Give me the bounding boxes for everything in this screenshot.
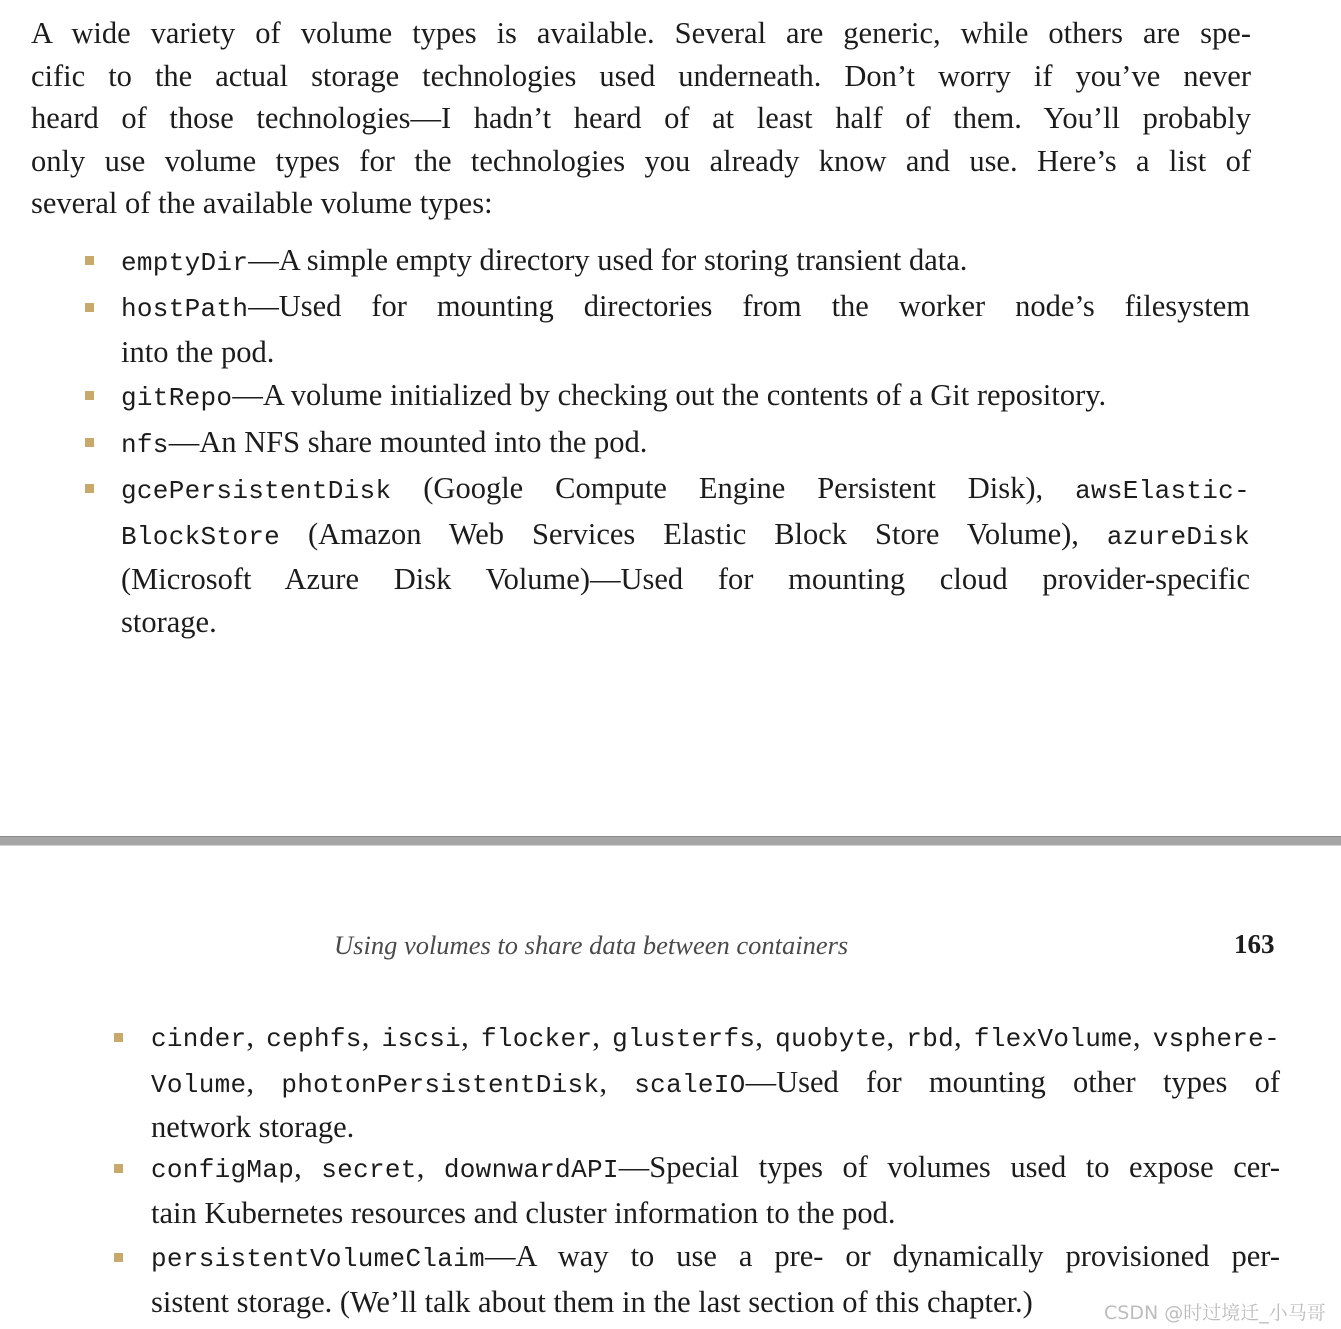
- separator: ,: [246, 1019, 267, 1053]
- code-term: Volume: [151, 1069, 247, 1100]
- separator: ,: [294, 1150, 322, 1184]
- item-text: (Microsoft Azure Disk Volume)—Used for mounting cloud provider-specific: [121, 562, 1250, 596]
- code-term: gitRepo: [121, 383, 233, 413]
- item-text: —A way to use a pre- or dynamically provisioned per-: [484, 1239, 1280, 1273]
- code-term: persistentVolumeClaim: [151, 1244, 485, 1274]
- item-text: tain Kubernetes resources and cluster information to the pod.: [151, 1195, 896, 1230]
- separator: ,: [361, 1019, 382, 1053]
- separator: ,: [592, 1019, 613, 1053]
- code-term: secret: [321, 1155, 417, 1185]
- volume-types-list-continued: [151, 1015, 1280, 1323]
- separator: ,: [246, 1064, 282, 1099]
- code-term: photonPersistentDisk: [281, 1069, 600, 1100]
- bullet-icon: [114, 1033, 123, 1042]
- item-text: (Amazon Web Services Elastic Block Store Volume),: [280, 516, 1107, 551]
- page-divider: [0, 836, 1341, 846]
- bullet-icon: [114, 1253, 123, 1262]
- separator: ,: [461, 1019, 481, 1053]
- code-term: awsElastic-: [1075, 476, 1250, 506]
- intro-line: A wide variety of volume types is available. Several are generic, while others are spe-: [31, 16, 1251, 50]
- bullet-icon: [85, 391, 94, 400]
- code-term: nfs: [121, 430, 169, 460]
- item-text: into the pod.: [121, 334, 275, 369]
- volume-types-list: [121, 239, 1250, 643]
- item-text: (Google Compute Engine Persistent Disk),: [391, 471, 1076, 505]
- code-term: cinder: [151, 1024, 247, 1054]
- separator: ,: [954, 1019, 974, 1053]
- bullet-icon: [85, 303, 94, 312]
- separator: ,: [886, 1019, 907, 1053]
- code-term: iscsi: [381, 1024, 462, 1054]
- list-item: [121, 239, 1250, 285]
- list-item: [121, 285, 1250, 374]
- code-term: flexVolume: [973, 1024, 1133, 1054]
- list-item: [121, 421, 1250, 467]
- item-text: sistent storage. (We’ll talk about them in the last section of this chapter.): [151, 1284, 1033, 1319]
- code-term: quobyte: [775, 1024, 887, 1054]
- item-text: —A volume initialized by checking out the contents of a Git repository.: [232, 378, 1107, 412]
- code-term: cephfs: [266, 1024, 362, 1054]
- intro-line: several of the available volume types:: [31, 186, 493, 220]
- list-item: [121, 467, 1250, 643]
- code-term: configMap: [151, 1155, 295, 1185]
- code-term: hostPath: [121, 294, 249, 324]
- page-number: 163: [1234, 929, 1275, 959]
- item-text: —Used for mounting directories from the worker node’s filesystem: [248, 289, 1250, 323]
- code-term: flocker: [480, 1024, 593, 1054]
- code-term: BlockStore: [121, 521, 281, 552]
- separator: ,: [755, 1019, 776, 1053]
- bullet-icon: [85, 484, 94, 493]
- code-term: azureDisk: [1106, 521, 1250, 552]
- intro-line: only use volume types for the technologies you already know and use. Here’s a list of: [31, 143, 1251, 178]
- item-text: —An NFS share mounted into the pod.: [168, 425, 648, 459]
- intro-line: heard of those technologies—I hadn’t heard of at least half of them. You’ll probably: [31, 101, 1251, 135]
- intro-line: cific to the actual storage technologies used underneath. Don’t worry if you’ve never: [31, 58, 1251, 93]
- bullet-icon: [85, 256, 94, 265]
- separator: ,: [1132, 1019, 1153, 1053]
- code-term: rbd: [906, 1024, 955, 1054]
- item-text: storage.: [121, 604, 217, 639]
- item-text: —A simple empty directory used for storing transient data.: [248, 243, 968, 277]
- separator: ,: [599, 1064, 635, 1099]
- separator: ,: [416, 1150, 444, 1184]
- item-text: —Used for mounting other types of: [745, 1064, 1281, 1099]
- code-term: downwardAPI: [443, 1155, 619, 1185]
- bullet-icon: [85, 438, 94, 447]
- code-term: scaleIO: [634, 1069, 746, 1100]
- code-term: gcePersistentDisk: [121, 476, 392, 506]
- item-text: network storage.: [151, 1110, 355, 1144]
- intro-paragraph: [31, 12, 1251, 225]
- code-term: vsphere-: [1152, 1024, 1280, 1054]
- bullet-icon: [114, 1164, 123, 1173]
- running-head: Using volumes to share data between containers: [334, 930, 849, 960]
- list-item: [151, 1146, 1280, 1235]
- item-text: —Special types of volumes used to expose cer-: [618, 1150, 1280, 1184]
- code-term: glusterfs: [612, 1024, 756, 1054]
- list-item: [151, 1015, 1280, 1146]
- list-item: [121, 374, 1250, 421]
- csdn-watermark: CSDN @时过境迁_小马哥: [1104, 1302, 1326, 1324]
- code-term: emptyDir: [121, 248, 249, 278]
